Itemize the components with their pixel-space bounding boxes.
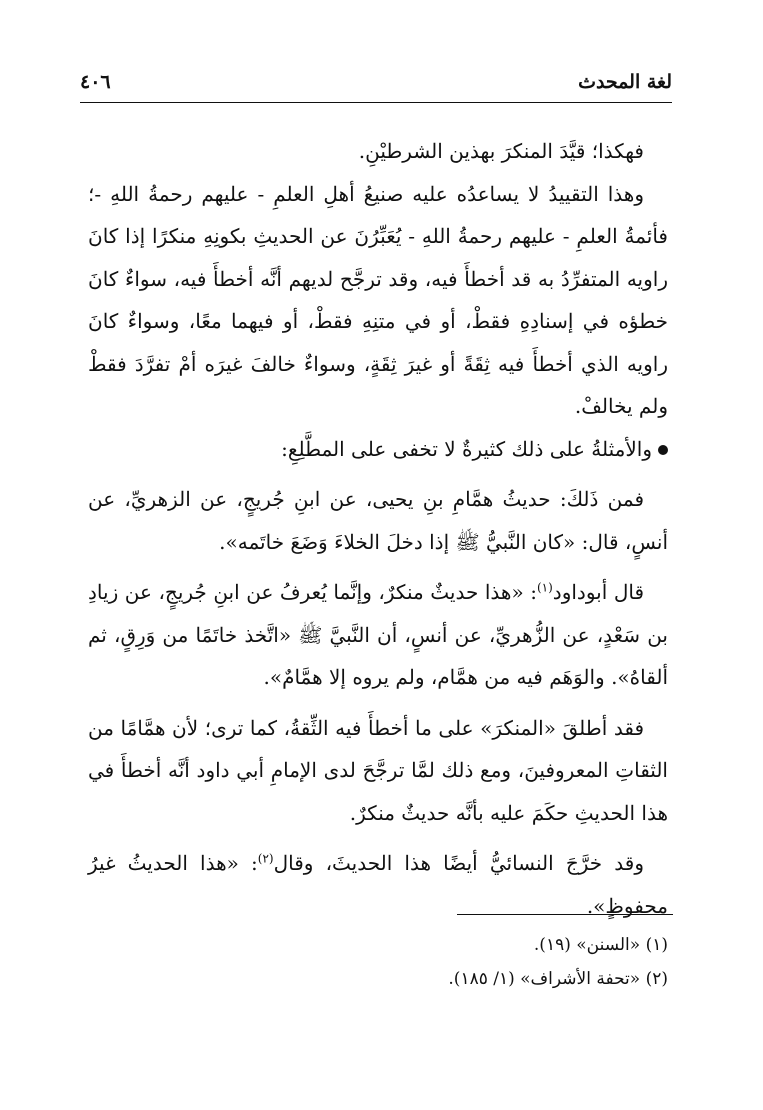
footnote-ref-1[interactable]: (١)	[536, 580, 553, 595]
paragraph-gap	[88, 470, 668, 478]
paragraph-1: فهكذا؛ قيَّدَ المنكرَ بهذين الشرطيْنِ.	[358, 139, 644, 163]
footnote-2: (٢) «تحفة الأشراف» (١/ ١٨٥).	[448, 969, 668, 989]
paragraph-2: وهذا التقييدُ لا يساعدُه عليه صنيعُ أهلِ العلمِ - عليهم رحمةُ اللهِ -؛ فأئمةُ العلمِ - عليهم رحمةُ اللهِ - يُعَبِّرُنَ عن الحديثِ بكونِهِ منكرًا إذا كانَ راويه المتفرِّدُ به قد أخطأَ فيه، وقد ترجَّح لديهم أنَّه أخطأَ فيه، سواءٌ كانَ خطؤه في إسنادِهِ فقطْ، أو في متنِهِ فقطْ، أو فيهما معًا، وسواءٌ كانَ راويه الذي أخطأَ فيه ثِقَةً أو غيرَ ثِقَةٍ، وسواءٌ خالفَ غيرَه أمْ تفرَّدَ فقطْ ولم يخالفْ.	[88, 181, 668, 418]
paragraph-5-lead: قال أبوداود	[552, 580, 645, 604]
paragraph-7-quote: : «هذا الحديثُ غيرُ محفوظٍ».	[88, 851, 668, 918]
footnote-1: (١) «السنن» (١٩).	[533, 935, 668, 955]
page-number: ٤٠٦	[80, 71, 111, 93]
paragraph-4: فمن ذَلكَ: حديثُ همَّامِ بنِ يحيى، عن ابنِ جُريجٍ، عن الزهريِّ، عن أنسٍ، قال: «كان النَّبيُّ ﷺ إذا دخلَ الخلاءَ وَضَعَ خاتَمه».	[88, 487, 668, 554]
footnotes	[88, 928, 668, 996]
running-title: لغة المحدث	[578, 71, 672, 93]
paragraph-5	[88, 571, 668, 699]
bullet-icon	[658, 445, 668, 455]
paragraph-5-quote: : «هذا حديثٌ منكرٌ، وإنَّما يُعرفُ عن ابنِ جُريجٍ، عن زيادِ بن سَعْدٍ، عن الزُّهريِّ، عن أنسٍ، أن النَّبيَّ ﷺ «اتَّخذ خاتَمًا من وَرِقٍ، ثم ألقاهُ». والوَهَم فيه من همَّام، ولم يروه إلا همَّامٌ».	[88, 580, 668, 689]
paragraph-gap	[88, 563, 668, 571]
header-rule	[80, 102, 672, 103]
paragraph-3	[88, 428, 668, 471]
footnote-ref-2[interactable]: (٢)	[257, 851, 274, 866]
main-text	[88, 130, 668, 927]
paragraph-6: فقد أطلقَ «المنكرَ» على ما أخطأَ فيه الثِّقةُ، كما ترى؛ لأن همَّامًا من الثقاتِ المعروفينَ، ومع ذلك لمَّا ترجَّحَ لدى الإمامِ أبي داود أنَّه أخطأَ في هذا الحديثِ حكَمَ عليه بأنَّه حديثٌ منكرٌ.	[88, 715, 668, 825]
running-header	[80, 66, 672, 98]
paragraph-gap	[88, 699, 668, 707]
paragraph-gap	[88, 834, 668, 842]
paragraph-3-text: والأمثلةُ على ذلك كثيرةٌ لا تخفى على المطَّلِعِ:	[281, 436, 652, 461]
footnote-rule	[457, 914, 673, 915]
paragraph-7-lead: وقد خرَّجَ النسائيُّ أيضًا هذا الحديثَ، وقال	[273, 851, 644, 875]
